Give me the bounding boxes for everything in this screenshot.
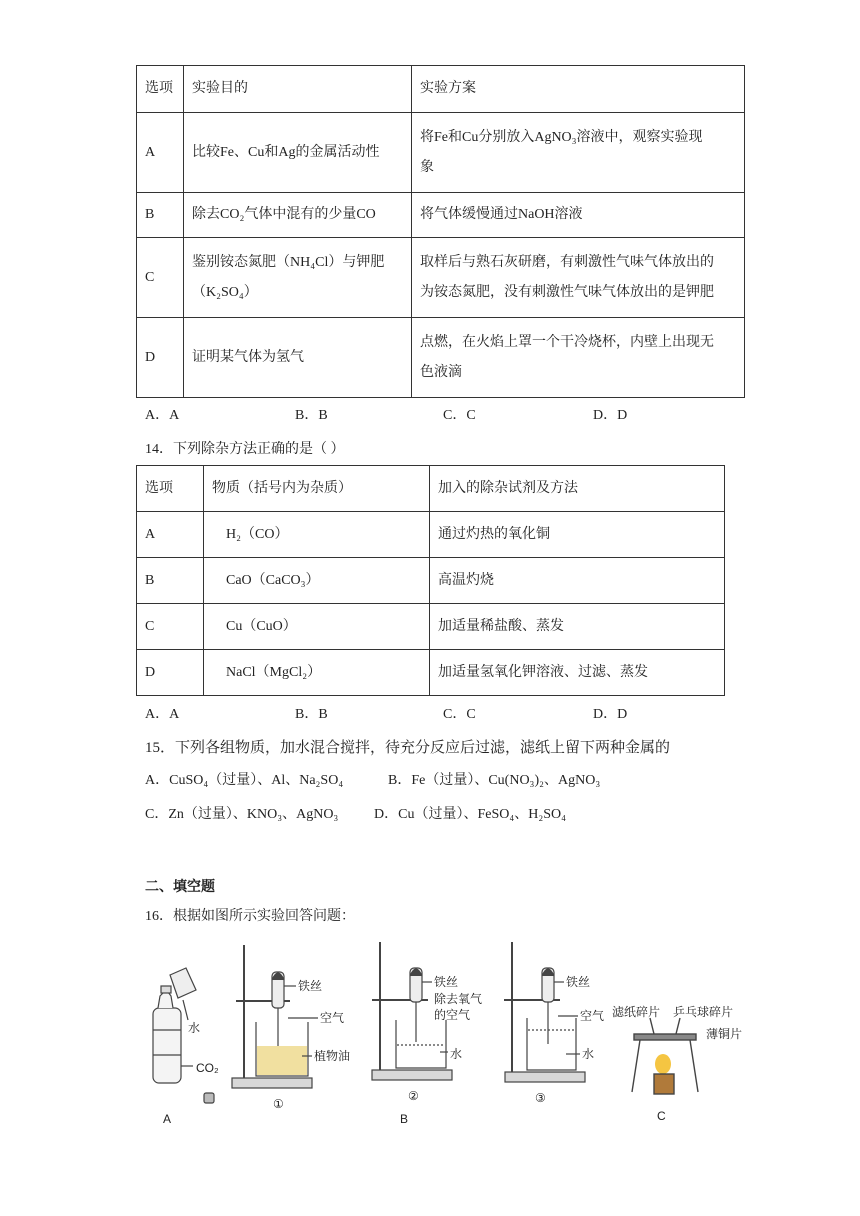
table-header: 实验方案 — [412, 66, 745, 113]
experiment-table — [136, 65, 745, 398]
deoxy-air-label-1: 除去氧气 — [434, 992, 483, 1006]
label-c: C — [657, 1109, 666, 1123]
copper-label: 薄铜片 — [706, 1027, 743, 1041]
table-row: A 比较Fe、Cu和Ag的金属活动性 将Fe和Cu分别放入AgNO₃溶液中，观察实验现 象 — [137, 113, 745, 193]
option-d[interactable]: D．Cu（过量）、FeSO₄、H₂SO₄ — [374, 807, 566, 822]
pingpong-label: 乒乓球碎片 — [673, 1005, 734, 1019]
option-a[interactable]: A．A — [145, 707, 180, 722]
veg-oil-label: 植物油 — [314, 1049, 351, 1063]
option-a[interactable]: A．A — [145, 408, 180, 423]
option-d[interactable]: D．D — [593, 707, 628, 722]
option-d[interactable]: D．D — [593, 408, 628, 423]
option-a[interactable]: A．CuSO₄（过量）、Al、Na₂SO₄ — [145, 773, 344, 788]
table-header: 物质（括号内为杂质） — [204, 466, 430, 512]
iron-wire-label-1: 铁丝 — [298, 979, 323, 993]
air-label-1: 空气 — [320, 1011, 345, 1025]
table-row: D 证明某气体为氢气 点燃，在火焰上罩一个干冷烧杯，内壁上出现无 色液滴 — [137, 318, 745, 398]
water-label-2: 水 — [450, 1047, 463, 1061]
label-num-2: ② — [408, 1089, 419, 1103]
option-c[interactable]: C．C — [443, 408, 476, 423]
co2-label: CO₂ — [196, 1061, 219, 1075]
table-row: B 除去CO₂气体中混有的少量CO 将气体缓慢通过NaOH溶液 — [137, 193, 745, 238]
label-num-1: ① — [273, 1097, 284, 1111]
table-header: 选项 — [137, 66, 184, 113]
question-14-stem: 14．下列除杂方法正确的是（ ） — [145, 442, 345, 457]
air-label-3: 空气 — [580, 1009, 605, 1023]
question-15-stem: 15．下列各组物质，加水混合搅拌，待充分反应后过滤，滤纸上留下两种金属的 — [145, 740, 671, 756]
filter-paper-label: 滤纸碎片 — [612, 1005, 661, 1019]
label-a: A — [163, 1112, 172, 1126]
question-16-stem: 16．根据如图所示实验回答问题： — [145, 909, 355, 924]
figure-b2-apparatus — [372, 942, 452, 1080]
label-b: B — [400, 1112, 409, 1126]
table-row: A H₂（CO） 通过灼热的氧化铜 — [137, 512, 725, 558]
section-title: 二、填空题 — [145, 880, 215, 895]
table-row: B CaO（CaCO₃） 高温灼烧 — [137, 558, 725, 604]
option-c[interactable]: C．Zn（过量）、KNO₃、AgNO₃ — [145, 807, 339, 822]
figure-c-apparatus — [632, 1018, 698, 1094]
iron-wire-label-3: 铁丝 — [566, 975, 591, 989]
figure-b1-apparatus — [232, 945, 318, 1088]
table-row: D NaCl（MgCl₂） 加适量氢氧化钾溶液、过滤、蒸发 — [137, 650, 725, 696]
option-c[interactable]: C．C — [443, 707, 476, 722]
table-header: 加入的除杂试剂及方法 — [430, 466, 725, 512]
label-num-3: ③ — [535, 1091, 546, 1105]
table-header: 实验目的 — [184, 66, 412, 113]
figure-b3-apparatus — [504, 942, 585, 1082]
figure-a-bottle — [153, 968, 214, 1103]
purification-table — [136, 465, 725, 696]
table-row: C 鉴别铵态氮肥（NH₄Cl）与钾肥 （K₂SO₄） 取样后与熟石灰研磨，有刺激性气味气体放出的 为铵态氮肥，没有刺激性气味气体放出的是钾肥 — [137, 238, 745, 318]
table-header: 选项 — [137, 466, 204, 512]
water-label: 水 — [188, 1021, 201, 1035]
option-b[interactable]: B．B — [295, 408, 328, 423]
water-label-3: 水 — [582, 1047, 595, 1061]
deoxy-air-label-2: 的空气 — [434, 1008, 471, 1022]
option-b[interactable]: B．Fe（过量）、Cu(NO₃)₂、AgNO₃ — [388, 773, 601, 788]
iron-wire-label-2: 铁丝 — [434, 975, 459, 989]
option-b[interactable]: B．B — [295, 707, 328, 722]
table-row: C Cu（CuO） 加适量稀盐酸、蒸发 — [137, 604, 725, 650]
